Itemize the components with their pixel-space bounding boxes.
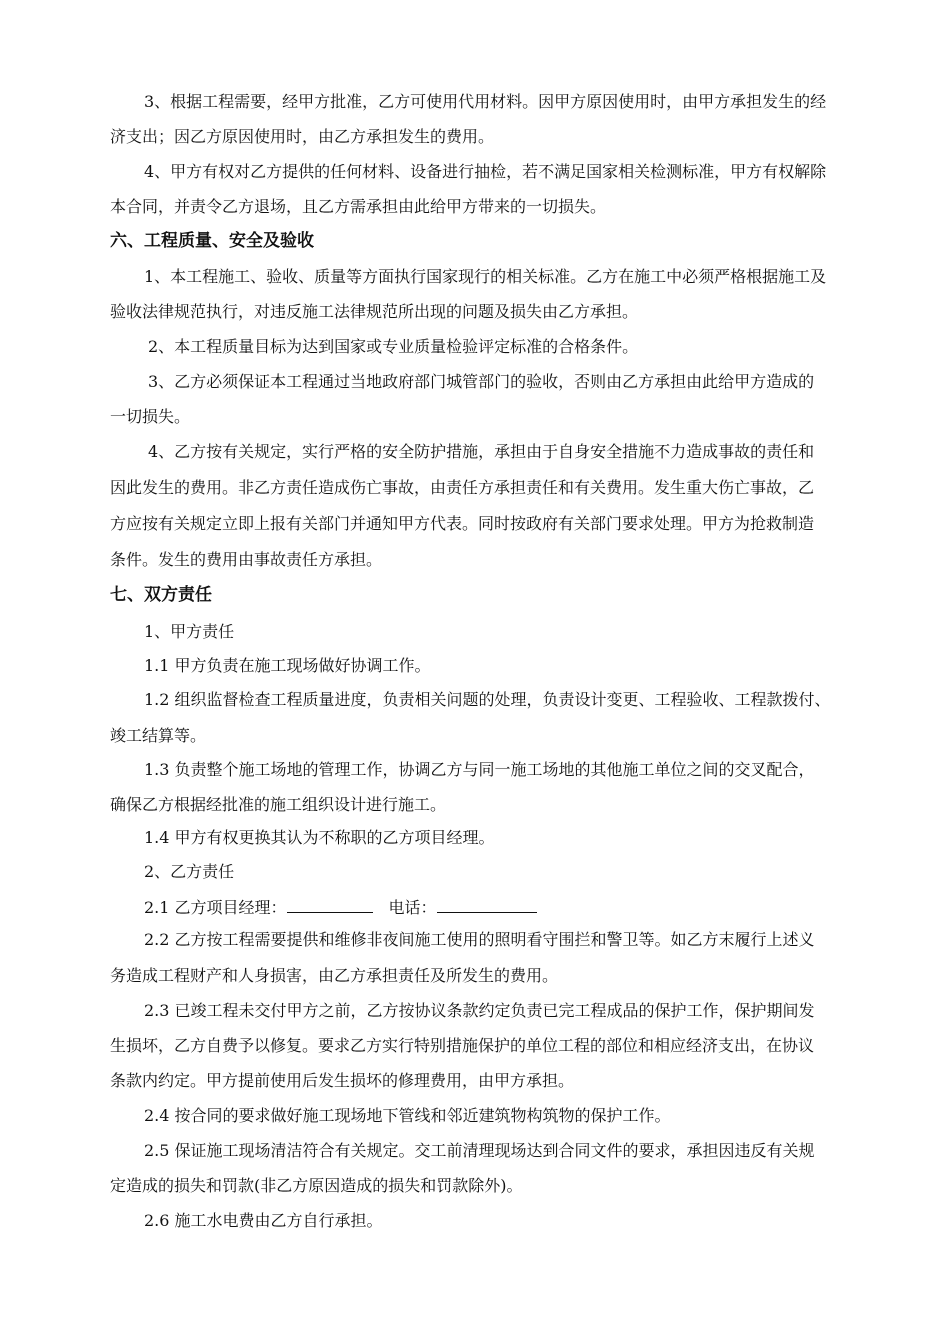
clause-6-3-line-1: 3、乙方必须保证本工程通过当地政府部门城管部门的验收，否则由乙方承担由此给甲方造成的 <box>148 372 815 391</box>
clause-5-3-line-1: 3、根据工程需要，经甲方批准，乙方可使用代用材料。因甲方原因使用时，由甲方承担发生的经 <box>144 92 827 111</box>
clause-5-3-line-2: 济支出；因乙方原因使用时，由乙方承担发生的费用。 <box>110 127 495 146</box>
clause-6-4-line-2: 因此发生的费用。非乙方责任造成伤亡事故，由责任方承担责任和有关费用。发生重大伤亡事故，乙 <box>110 478 815 497</box>
phone-label: 电话： <box>388 898 437 917</box>
item-2-2-line-1: 2.2 乙方按工程需要提供和维修非夜间施工使用的照明看守围拦和警卫等。如乙方末履行上述义 <box>144 930 815 949</box>
clause-6-2: 2、本工程质量目标为达到国家或专业质量检验评定标准的合格条件。 <box>148 337 639 356</box>
section-6-heading: 六、工程质量、安全及验收 <box>110 231 314 251</box>
item-1-4: 1.4 甲方有权更换其认为不称职的乙方项目经理。 <box>144 828 495 847</box>
clause-5-4-line-1: 4、甲方有权对乙方提供的任何材料、设备进行抽检，若不满足国家相关检测标准，甲方有权解除 <box>144 162 827 181</box>
item-2-3-line-2: 生损坏，乙方自费予以修复。要求乙方实行特别措施保护的单位工程的部位和相应经济支出，在协议 <box>110 1036 815 1055</box>
item-2-3-line-1: 2.3 已竣工程未交付甲方之前，乙方按协议条款约定负责已完工程成品的保护工作，保护期间发 <box>144 1001 815 1020</box>
clause-5-4-line-2: 本合同，并责令乙方退场，且乙方需承担由此给甲方带来的一切损失。 <box>110 197 607 216</box>
item-1-2-line-1: 1.2 组织监督检查工程质量进度，负责相关问题的处理，负责设计变更、工程验收、工程款拨付、 <box>144 690 831 709</box>
item-1-1: 1.1 甲方负责在施工现场做好协调工作。 <box>144 656 431 675</box>
item-2-2-line-2: 务造成工程财产和人身损害，由乙方承担责任及所发生的费用。 <box>110 966 559 985</box>
clause-6-4-line-4: 条件。发生的费用由事故责任方承担。 <box>110 550 383 569</box>
clause-6-4-line-1: 4、乙方按有关规定，实行严格的安全防护措施，承担由于自身安全措施不力造成事故的责任和 <box>148 442 815 461</box>
item-1-3-line-1: 1.3 负责整个施工场地的管理工作，协调乙方与同一施工场地的其他施工单位之间的交叉配合， <box>144 760 815 779</box>
clause-6-1-line-2: 验收法律规范执行，对违反施工法律规范所出现的问题及损失由乙方承担。 <box>110 302 639 321</box>
item-2-4: 2.4 按合同的要求做好施工现场地下管线和邻近建筑物构筑物的保护工作。 <box>144 1106 671 1125</box>
item-2-1 <box>144 896 537 918</box>
party-a-heading: 1、甲方责任 <box>144 622 235 641</box>
project-manager-label: 2.1 乙方项目经理： <box>144 898 287 917</box>
project-manager-blank[interactable] <box>287 896 373 913</box>
clause-6-1-line-1: 1、本工程施工、验收、质量等方面执行国家现行的相关标准。乙方在施工中必须严格根据施工及 <box>144 267 827 286</box>
item-1-3-line-2: 确保乙方根据经批准的施工组织设计进行施工。 <box>110 795 447 814</box>
clause-6-4-line-3: 方应按有关规定立即上报有关部门并通知甲方代表。同时按政府有关部门要求处理。甲方为抢救制造 <box>110 514 815 533</box>
clause-6-3-line-2: 一切损失。 <box>110 407 191 426</box>
section-7-heading: 七、双方责任 <box>110 585 212 605</box>
item-2-3-line-3: 条款内约定。甲方提前使用后发生损坏的修理费用，由甲方承担。 <box>110 1071 575 1090</box>
item-1-2-line-2: 竣工结算等。 <box>110 726 207 745</box>
phone-blank[interactable] <box>437 896 537 913</box>
party-b-heading: 2、乙方责任 <box>144 862 235 881</box>
item-2-5-line-1: 2.5 保证施工现场清洁符合有关规定。交工前清理现场达到合同文件的要求，承担因违反有关规 <box>144 1141 815 1160</box>
item-2-5-line-2: 定造成的损失和罚款(非乙方原因造成的损失和罚款除外)。 <box>110 1176 523 1195</box>
item-2-6: 2.6 施工水电费由乙方自行承担。 <box>144 1211 383 1230</box>
